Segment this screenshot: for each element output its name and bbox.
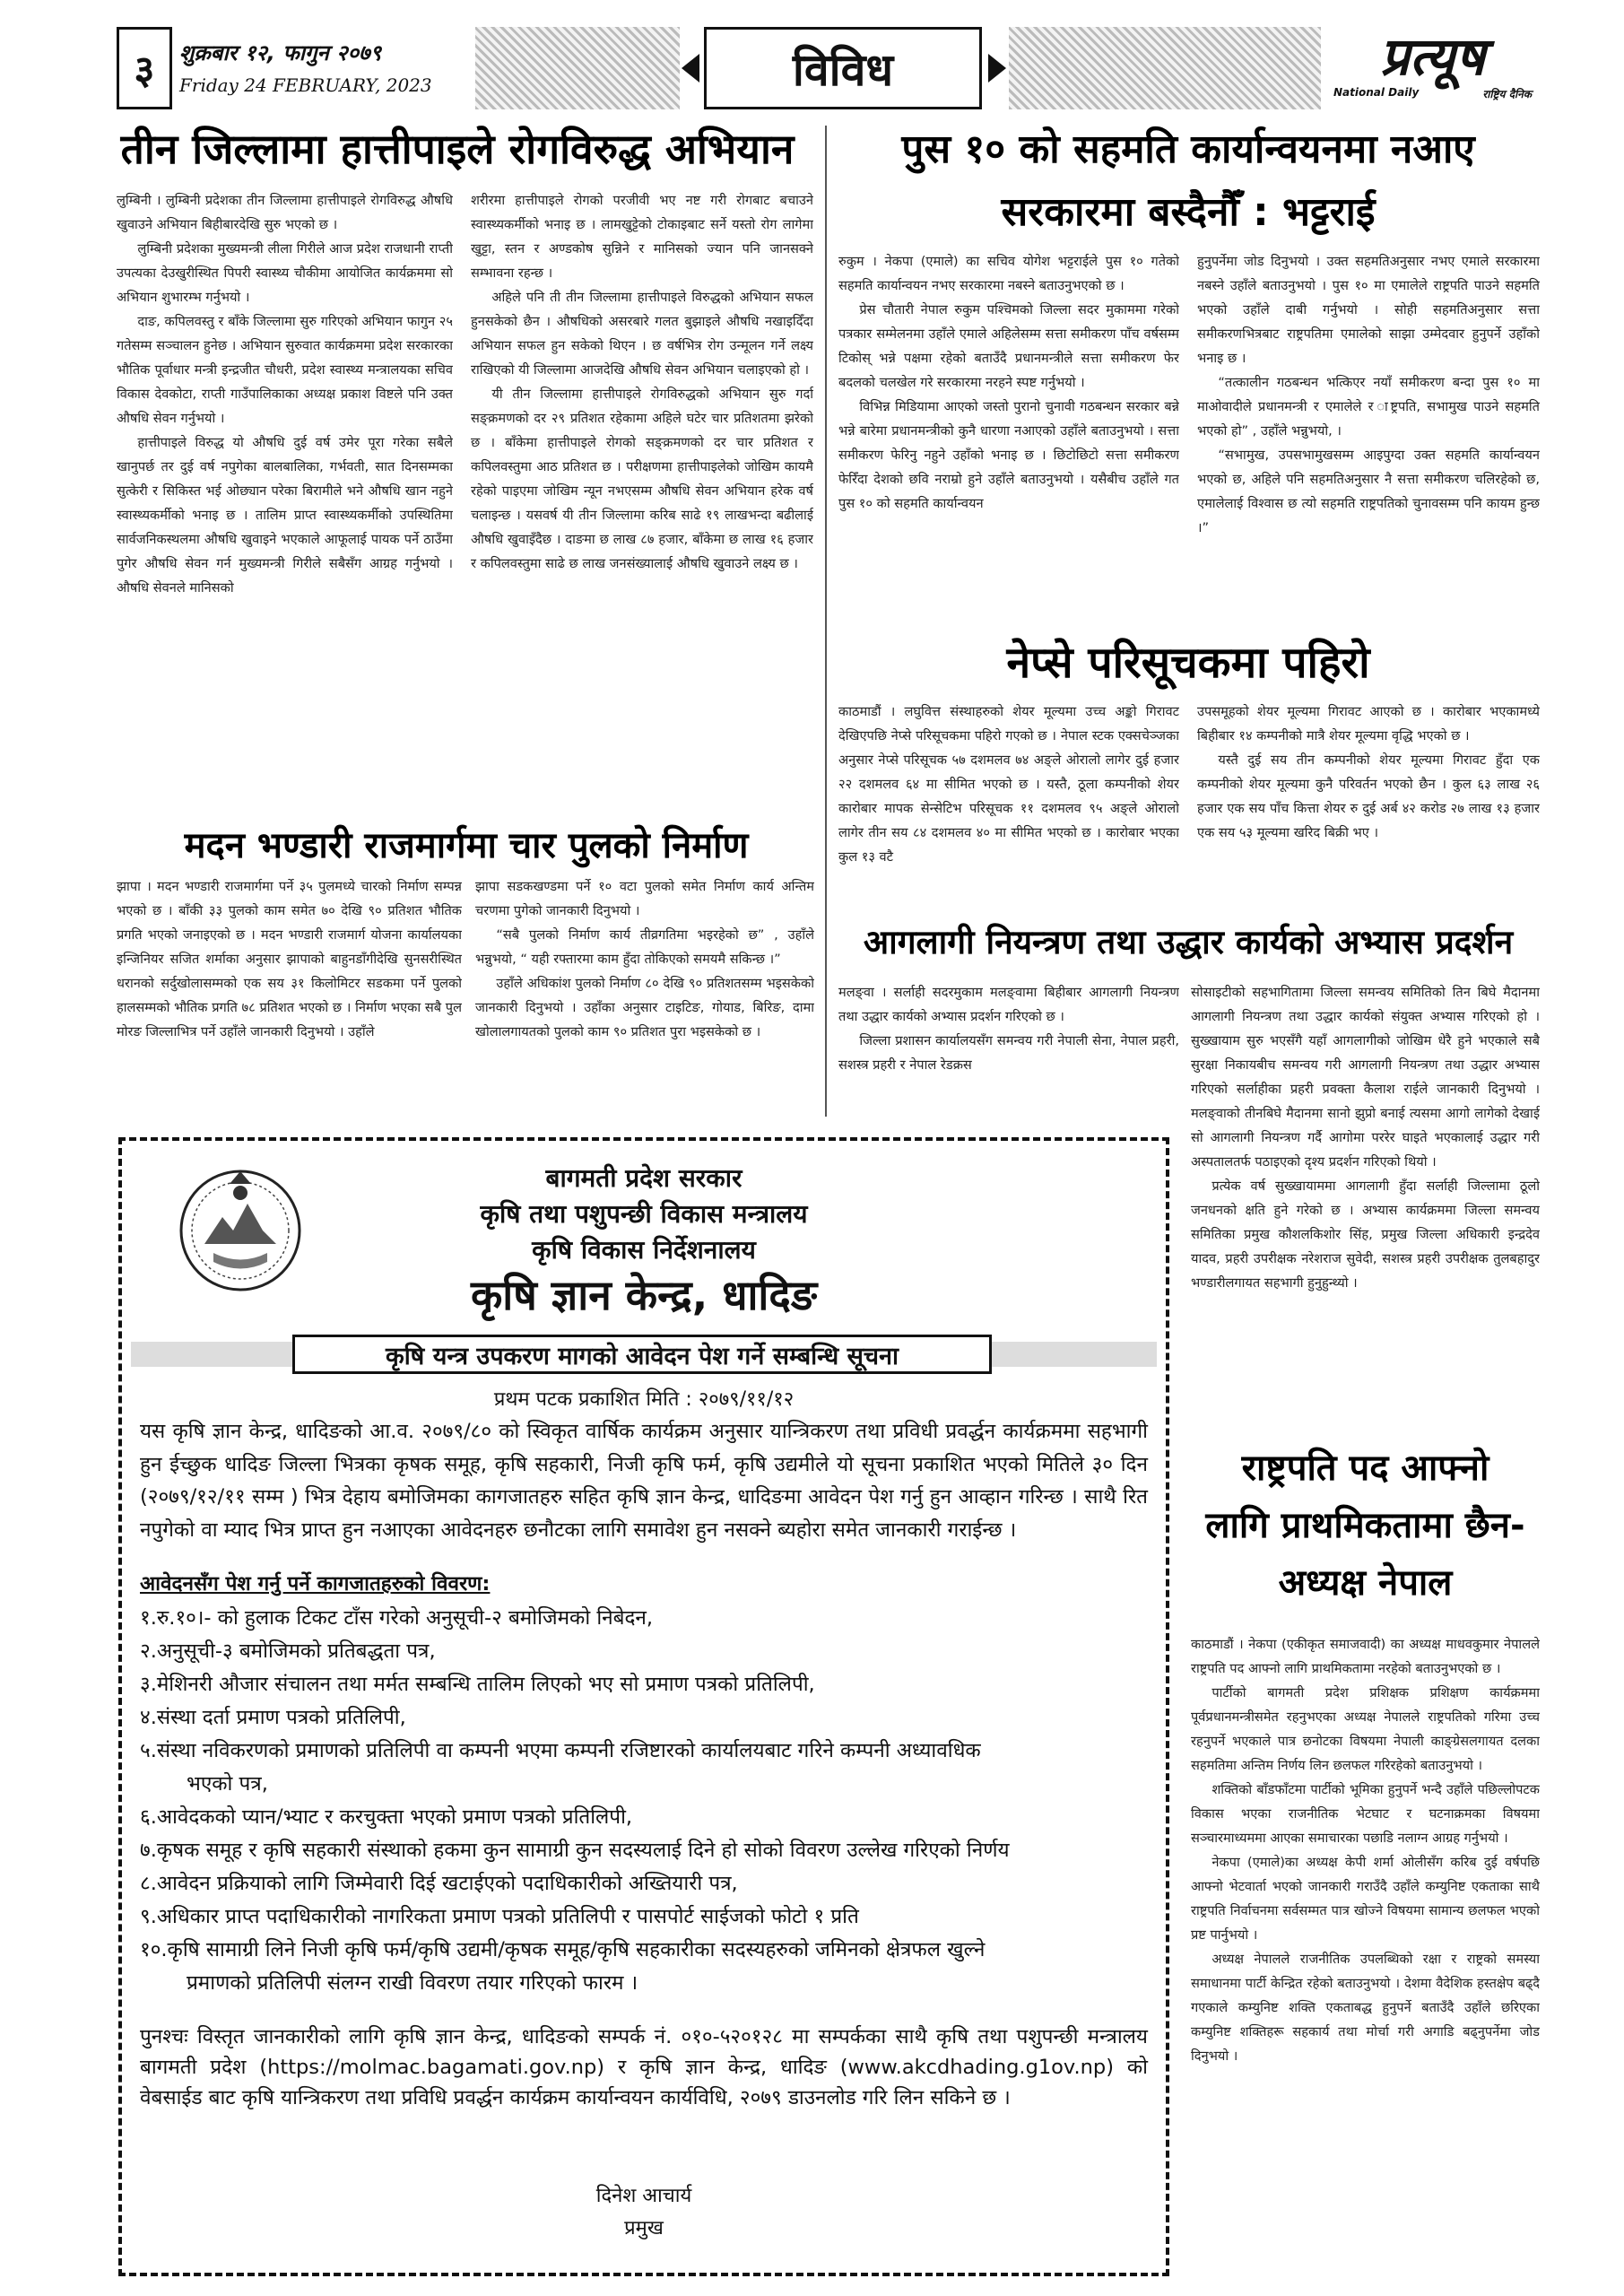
paragraph: सोसाइटीको सहभागितामा जिल्ला समन्वय समितिको तिन बिघे मैदानमा आगलागी नियन्त्रण तथा उद्धार कार्यको संयुक्त अभ्यास गरिएको हो । सुख्खायाम सुरु भएसँगै यहाँ आगलागीको जोखिम धेरै हुने भएकाले सबै सुरक्षा निकायबीच समन्वय गरी आगलागी नियन्त्रण तथा उद्धार अभ्यास गरिएको सर्लाहीका प्रहरी प्रवक्ता कैलाश राईले जानकारी दिनुभयो । मलङ्वाको तीनबिघे मैदानमा सानो झुप्रो बनाई त्यसमा आगो लागेको देखाई सो आगलागी नियन्त्रण गर्दै आगोमा पररेर घाइते भएकालाई उद्धार गरी अस्पतालतर्फ पठाइएको दृश्य प्रदर्शन गरिएको थियो । (1191, 985, 1540, 1170)
headline-president (1191, 1439, 1540, 1612)
hatch-band-left (475, 27, 680, 109)
list-item: ५.संस्था नविकरणको प्रमाणको प्रतिलिपी वा कम्पनी भएमा कम्पनी रजिष्टारको कार्यालयबाट गरिने कम्पनी अध्यावधिक (140, 1739, 981, 1762)
paragraph: लुम्बिनी प्रदेशका मुख्यमन्त्री लीला गिरीले आज प्रदेश राजधानी राप्ती उपत्यका देउखुरीस्थित पिपरी स्वास्थ्य चौकीमा आयोजित कार्यक्रममा सो अभियान शुभारम्भ गर्नुभयो । (117, 241, 453, 305)
article-bridge-col2 (475, 874, 814, 1117)
paragraph: “तत्कालीन गठबन्धन भत्किएर नयाँ समीकरण बन्दा पुस १० मा माओवादीले प्रधानमन्त्री र एमालेले र ाष्ट्रपति, सभामुख पाउने सहमति भएको हो” , उहाँले भन्नुभयो, । (1197, 375, 1540, 439)
paragraph: रुकुम । नेकपा (एमाले) का सचिव योगेश भट्टराईले पुस १० गतेको सहमति कार्यान्वयन नभए सरकारमा नबस्ने बताउनुभएको छ । (838, 254, 1179, 293)
article-president (1191, 1632, 1540, 2283)
headline-disaster-drill: आगलागी नियन्त्रण तथा उद्धार कार्यको अभ्यास प्रदर्शन (863, 923, 1514, 961)
paragraph: झापा सडकखण्डमा पर्ने १० वटा पुलको समेत निर्माण कार्य अन्तिम चरणमा पुगेको जानकारी दिनुभयो । (475, 879, 814, 918)
paragraph: “सभामुख, उपसभामुखसम्म आइपुग्दा उक्त सहमति कार्यान्वयन भएको छ, अहिले पनि सहमतिअनुसार नै सत्ता समीकरण चलिरहेको छ, एमालेलाई विश्वास छ त्यो सहमति राष्ट्रपतिको चुनावसम्म पनि कायम हुन्छ ।” (1197, 448, 1540, 535)
paragraph: जिल्ला प्रशासन कार्यालयसँग समन्वय गरी नेपाली सेना, नेपाल प्रहरी, सशस्त्र प्रहरी र नेपाल रेडक्रस (838, 1033, 1179, 1073)
logo-tag-np: राष्ट्रिय दैनिक (1482, 88, 1532, 100)
paragraph: काठमाडौं । लघुवित्त संस्थाहरुको शेयर मूल्यमा उच्च अङ्को गिरावट देखिएपछि नेप्से परिसूचकमा पहिरो गएको छ । नेपाल स्टक एक्सचेञ्जका अनुसार नेप्से परिसूचक ५७ दशमलव ७४ अङ्ले ओरालो लागेर दुई हजार २२ दशमलव ६४ मा सीमित भएको छ । यस्तै, ठूला कम्पनीको शेयर कारोबार मापक सेन्सेटिभ परिसूचक ११ दशमलव ९५ अङ्ले ओरालो लागेर तीन सय ८४ दशमलव ४० मा सीमित भएको छ । कारोबार भएका कुल १३ वटै (838, 704, 1179, 865)
logo-wordmark: प्रत्यूष (1380, 26, 1485, 87)
notice-intro: यस कृषि ज्ञान केन्द्र, धादिङको आ.व. २०७९/८० को स्विकृत वार्षिक कार्यक्रम अनुसार यान्त्रिकरण तथा प्रविधी प्रवर्द्धन कार्यक्रममा सहभागी हुन ईच्छुक धादिङ जिल्ला भित्रका कृषक समूह, कृषि सहकारी, निजी कृषि फर्म, कृषि उद्यमीले यो सूचना प्रकाशित भएको मितिले ३० दिन (२०७९/१२/११ सम्म ) भित्र देहाय बमोजिमका कागजातहरु सहित कृषि ज्ञान केन्द्र, धादिङमा आवेदन पेश गर्नु हुन आव्हान गरिन्छ । साथै रित नपुगेको वा म्याद भित्र प्राप्त हुन नआएका आवेदनहरु छनौटका लागि समावेश हुन नसक्ने ब्यहोरा समेत जानकारी गराईन्छ । (140, 1420, 1148, 1542)
article-agreement-col2 (1197, 249, 1540, 631)
date-english: Friday 24 FEBRUARY, 2023 (179, 74, 432, 96)
paragraph: हात्तीपाइले विरुद्ध यो औषधि दुई वर्ष उमेर पूरा गरेका सबैले खानुपर्छ तर दुई वर्ष नपुगेका बालबालिका, गर्भवती, सात दिनसम्मका सुत्केरी र सिकिस्त भई ओछ्यान परेका बिरामीले भने औषधि खान नहुने स्वास्थ्यकर्मीको भनाइ छ । तालिम प्राप्त स्वास्थ्यकर्मीको उपस्थितिमा सार्वजनिकस्थलमा औषधि खुवाइने भएकाले आफूलाई पायक पर्ने ठाउँमा पुगेर औषधि सेवन गर्न मुख्यमन्त्री गिरीले सबैसँग आग्रह गर्नुभयो । औषधि सेवनले मानिसको (117, 435, 453, 596)
paragraph: यस्तै दुई सय तीन कम्पनीको शेयर मूल्यमा गिरावट हुँदा एक कम्पनीको शेयर मूल्यमा कुनै परिवर्तन भएको छैन । कुल ६३ लाख २६ हजार एक सय पाँच कित्ता शेयर रु दुई अर्ब ४२ करोड २७ लाख १३ हजार एक सय ५३ मूल्यमा खरिद बिक्री भए । (1197, 752, 1540, 840)
paragraph: दाङ, कपिलवस्तु र बाँके जिल्लामा सुरु गरिएको अभियान फागुन २५ गतेसम्म सञ्चालन हुनेछ । अभियान सुरुवात कार्यक्रममा प्रदेश सरकारका भौतिक पूर्वाधार मन्त्री इन्द्रजीत चौधरी, प्रदेश स्वास्थ्य मन्त्रालयका सचिव विकास देवकोटा, राप्ती गाउँपालिकाका अध्यक्ष प्रकाश विष्टले पनि उक्त औषधि सेवन गर्नुभयो । (117, 314, 453, 426)
notice-ministry: कृषि तथा पशुपन्छी विकास मन्त्रालय (480, 1199, 808, 1229)
headline-agreement-line1: पुस १० को सहमति कार्यान्वयनमा नआए (901, 126, 1475, 172)
article-nepse-col2 (1197, 700, 1540, 915)
notice-directorate: कृषि विकास निर्देशनालय (532, 1235, 756, 1265)
section-title: विविध (704, 27, 982, 109)
headline-agreement-line2: सरकारमा बस्दैनौँ : भट्टराई (1001, 189, 1376, 235)
paragraph: लुम्बिनी । लुम्बिनी प्रदेशका तीन जिल्लामा हात्तीपाइले रोगविरुद्ध औषधि खुवाउने अभियान बिहीबारदेखि सुरु भएको छ । (117, 193, 453, 232)
list-item: ७.कृषक समूह र कृषि सहकारी संस्थाको हकमा कुन सामाग्री कुन सदस्यलाई दिने हो सोको विवरण उल्लेख गरिएको निर्णय (140, 1839, 1010, 1862)
headline-bridge: मदन भण्डारी राजमार्गमा चार पुलको निर्माण (184, 825, 749, 866)
notice-publish-date: प्रथम पटक प्रकाशित मिति : २०७९/११/१२ (493, 1388, 795, 1411)
notice-signatory: दिनेश आचार्य (595, 2185, 692, 2207)
issue-date (179, 27, 475, 109)
paragraph: उपसमूहको शेयर मूल्यमा गिरावट आएको छ । कारोबार भएकामध्ये बिहीबार १४ कम्पनीको मात्रै शेयर मूल्यमा वृद्धि भएको छ । (1197, 704, 1540, 744)
column-divider (825, 126, 827, 1117)
article-agreement-col1 (838, 249, 1179, 631)
paragraph: अध्यक्ष नेपालले राजनीतिक उपलब्धिको रक्षा र राष्ट्रको समस्या समाधानमा पार्टी केन्द्रित रहेको बताउनुभयो । देशमा वैदेशिक हस्तक्षेप बढ्दै गएकाले कम्युनिष्ट शक्ति एकताबद्ध हुनुपर्ने बताउँदै उहाँले छरिएका कम्युनिष्ट शक्तिहरू सहकार्य तथा मोर्चा गरी अगाडि बढ्नुपर्नेमा जोड दिनुभयो । (1191, 1952, 1540, 2064)
logo-tagline (1323, 86, 1542, 101)
list-item: २.अनुसूची-३ बमोजिमको प्रतिबद्धता पत्र, (140, 1639, 436, 1663)
notice-postscript: पुनश्चः विस्तृत जानकारीको लागि कृषि ज्ञान केन्द्र, धादिङको सम्पर्क नं. ०१०-५२०१२८ मा सम्पर्कका साथै कृषि तथा पशुपन्छी मन्त्रालय बागमती प्रदेश (https://molmac.bagamati.gov.np) र कृषि ज्ञान केन्द्र, धादिङ (www.akcdhading.g1ov.np) को वेबसाईड बाट कृषि यान्त्रिकरण तथा प्रविधि प्रवर्द्धन कार्यक्रम कार्यान्वयन कार्यविधि, २०७९ डाउनलोड गरि लिन सकिने छ । (140, 2025, 1148, 2109)
headline-line: राष्ट्रपति पद आफ्नो (1241, 1448, 1489, 1489)
notice-office: कृषि ज्ञान केन्द्र, धादिङ (470, 1271, 818, 1319)
list-item: १.रु.१०।- को हुलाक टिकट टाँस गरेको अनुसूची-२ बमोजिमको निबेदन, (140, 1606, 654, 1630)
notice-subject: कृषि यन्त्र उपकरण मागको आवेदन पेश गर्ने सम्बन्धि सूचना (292, 1335, 992, 1374)
list-item: ९.अधिकार प्राप्त पदाधिकारीको नागरिकता प्रमाण पत्रको प्रतिलिपी र पासपोर्ट साईजको फोटो १ प्रति (140, 1905, 859, 1928)
article-hattipaile-col2 (471, 188, 813, 821)
list-item: ६.आवेदकको प्यान/भ्याट र करचुक्ता भएको प्रमाण पत्रको प्रतिलिपी, (140, 1805, 633, 1829)
list-item: प्रमाणको प्रतिलिपी संलग्न राखी विवरण तयार गरिएको फारम । (187, 1971, 638, 1995)
headline-line: अध्यक्ष नेपाल (1278, 1562, 1453, 1604)
paragraph: मलङ्वा । सर्लाही सदरमुकाम मलङ्वामा बिहीबार आगलागी नियन्त्रण तथा उद्धार कार्यको अभ्यास प्रदर्शन गरिएको छ । (838, 985, 1179, 1024)
notice-designation: प्रमुख (624, 2217, 664, 2239)
logo-tag-en: National Daily (1333, 86, 1420, 99)
paragraph: यी तीन जिल्लामा हात्तीपाइले रोगविरुद्धको अभियान सुरु गर्दा सङ्क्रमणको दर २९ प्रतिशत रहेकामा अहिले घटेर चार प्रतिशतमा झरेको छ । बाँकेमा हात्तीपाइले रोगको सङ्क्रमणको दर चार प्रतिशत र कपिलवस्तुमा आठ प्रतिशत छ । परीक्षणमा हात्तीपाइलेको जोखिम कायमै रहेको पाइएमा जोखिम न्यून नभएसम्म औषधि सेवन अभियान हरेक वर्ष चलाइन्छ । यसवर्ष यी तीन जिल्लामा करिब साढे १९ लाखभन्दा बढीलाई औषधि खुवाइँदैछ । दाङमा छ लाख ८७ हजार, बाँकेमा छ लाख १६ हजार र कपिलवस्तुमा साढे छ लाख जनसंख्यालाई औषधि खुवाउने लक्ष्य छ । (471, 387, 813, 571)
hatch-band-right (1009, 27, 1321, 109)
newspaper-logo (1323, 27, 1542, 109)
list-item: ४.संस्था दर्ता प्रमाण पत्रको प्रतिलिपी, (140, 1706, 406, 1729)
notice-docs-list (140, 1602, 1148, 2000)
paragraph: प्रत्येक वर्ष सुख्खायाममा आगलागी हुँदा सर्लाही जिल्लामा ठूलो जनधनको क्षति हुने गरेको छ । अभ्यास कार्यक्रममा जिल्ला समन्वय समितिका प्रमुख कौशलकिशोर सिंह, प्रमुख जिल्ला अधिकारी इन्द्रदेव यादव, प्रहरी उपरीक्षक नरेशराज सुवेदी, सशस्त्र प्रहरी उपरीक्षक तुलबहादुर भण्डारीलगायत सहभागी हुनुहुन्थ्यो । (1191, 1178, 1540, 1291)
paragraph: हुनुपर्नेमा जोड दिनुभयो । उक्त सहमतिअनुसार नभए एमाले सरकारमा नबस्ने उहाँले बताउनुभयो । पुस १० मा एमालेले राष्ट्रपति पाउने सहमति भएको उहाँले दाबी गर्नुभयो । सोही सहमतिअनुसार सत्ता समीकरणभित्रबाट राष्ट्रपतिमा एमालेको साझा उम्मेदवार हुनुपर्ने उहाँको भनाइ छ । (1197, 254, 1540, 366)
article-bridge-col1 (117, 874, 462, 1117)
notice-government: बागमती प्रदेश सरकार (545, 1163, 743, 1193)
arrow-left-icon (682, 54, 699, 83)
article-disaster-col1 (838, 980, 1179, 1124)
paragraph: काठमाडौं । नेकपा (एकीकृत समाजवादी) का अध्यक्ष माधवकुमार नेपालले राष्ट्रपति पद आफ्नो लागि प्राथमिकतामा नरहेको बताउनुभएको छ । (1191, 1637, 1540, 1676)
list-item: ८.आवेदन प्रक्रियाको लागि जिम्मेवारी दिई खटाईएको पदाधिकारीको अख्तियारी पत्र, (140, 1872, 738, 1895)
headline-hattipaile: तीन जिल्लामा हात्तीपाइले रोगविरुद्ध अभियान (120, 125, 795, 173)
paragraph: विभिन्न मिडियामा आएको जस्तो पुरानो चुनावी गठबन्धन सरकार बन्ने भन्ने बारेमा प्रधानमन्त्रीको कुनै धारणा नआएको उहाँले बताउनुभयो । सत्ता समीकरण फेरिनु नहुने उहाँको भनाइ छ । छिटोछिटो सत्ता समीकरण फेरिँदा देशको छवि नराम्रो हुने उहाँले बताउनुभयो । यसैबीच उहाँले गत पुस १० को सहमति कार्यान्वयन (838, 399, 1179, 511)
headline-line: लागि प्राथमिकतामा छैन- (1205, 1505, 1525, 1546)
paragraph: नेकपा (एमाले)का अध्यक्ष केपी शर्मा ओलीसँग करिब दुई वर्षपछि आफ्नो भेटवार्ता भएको जानकारी गराउँदै उहाँले कम्युनिष्ट एकताका साथै राष्ट्रपति निर्वाचनमा सर्वसम्मत पात्र खोज्ने विषयमा सामान्य छलफल भएको प्रष्ट पार्नुभयो । (1191, 1855, 1540, 1943)
list-item: ३.मेशिनरी औजार संचालन तथा मर्मत सम्बन्धि तालिम लिएको भए सो प्रमाण पत्रको प्रतिलिपी, (140, 1673, 815, 1696)
list-item: भएको पत्र, (187, 1772, 268, 1796)
paragraph: शक्तिको बाँडफाँटमा पार्टीको भूमिका हुनुपर्ने भन्दै उहाँले पछिल्लोपटक विकास भएका राजनीतिक भेटघाट र घटनाक्रमका विषयमा सञ्चारमाध्यममा आएका समाचारका पछाडि नलाग्न आग्रह गर्नुभयो । (1191, 1782, 1540, 1846)
headline-nepse: नेप्से परिसूचकमा पहिरो (1006, 638, 1370, 688)
paragraph: “सबै पुलको निर्माण कार्य तीव्रगतिमा भइरहेको छ” , उहाँले भन्नुभयो, “ यही रफ्तारमा काम हुँदा तोकिएको समयमै सकिन्छ ।” (475, 927, 814, 967)
article-nepse-col1 (838, 700, 1179, 915)
notice-docs-heading: आवेदनसँग पेश गर्नु पर्ने कागजातहरुको विवरण: (140, 1572, 491, 1596)
masthead (117, 27, 1542, 109)
public-notice (118, 1137, 1169, 2276)
date-nepali: शुक्रबार १२, फागुन २०७९ (179, 40, 382, 65)
paragraph: पार्टीको बागमती प्रदेश प्रशिक्षक प्रशिक्षण कार्यक्रममा पूर्वप्रधानमन्त्रीसमेत रहनुभएका अध्यक्ष नेपालले राष्ट्रपतिको गरिमा उच्च रहनुपर्ने भएकाले पात्र छनोटका विषयमा नेपाली काङ्ग्रेसलगायत दलका सहमतिमा अन्तिम निर्णय लिन छलफल गरिरहेको बताउनुभयो । (1191, 1685, 1540, 1773)
arrow-right-icon (988, 54, 1006, 83)
article-disaster-col2 (1191, 980, 1540, 1429)
paragraph: प्रेस चौतारी नेपाल रुकुम पश्चिमको जिल्ला सदर मुकाममा गरेको पत्रकार सम्मेलनमा उहाँले एमाले अहिलेसम्म सत्ता समीकरण पाँच वर्षसम्म टिकोस् भन्ने पक्षमा रहेको बताउँदै प्रधानमन्त्रीले सत्ता समीकरण फेर बदलको चलखेल गरे सरकारमा नरहने स्पष्ट गर्नुभयो । (838, 302, 1179, 390)
page-number: ३ (117, 27, 172, 109)
paragraph: झापा । मदन भण्डारी राजमार्गमा पर्ने ३५ पुलमध्ये चारको निर्माण सम्पन्न भएको छ । बाँकी ३३ पुलको काम समेत ७० देखि ९० प्रतिशत भौतिक प्रगति भएको जनाइएको छ । मदन भण्डारी राजमार्ग योजना कार्यालयका इन्जिनियर सजित शर्माका अनुसार झापाको बाहुनडाँगीदेखि सुनसरीस्थित धरानको सर्दुखोलासम्मको एक सय ३१ किलोमिटर सडकमा पर्ने पुलको हालसम्मको भौतिक प्रगति ७८ प्रतिशत भएको छ । निर्माण भएका सबै पुल मोरङ जिल्लाभित्र पर्ने उहाँले जानकारी दिनुभयो । उहाँले (117, 879, 462, 1039)
paragraph: अहिले पनि ती तीन जिल्लामा हात्तीपाइले विरुद्धको अभियान सफल हुनसकेको छैन । औषधिको असरबारे गलत बुझाइले औषधि नखाइदिँदा अभियान सफल हुन सकेको थिएन । छ वर्षभित्र रोग उन्मूलन गर्ने लक्ष्य राखिएको यी जिल्लामा आजदेखि औषधि सेवन अभियान चलाइएको हो । (471, 290, 813, 378)
paragraph: उहाँले अधिकांश पुलको निर्माण ८० देखि ९० प्रतिशतसम्म भइसकेको जानकारी दिनुभयो । उहाँका अनुसार टाइटिङ, गोयाड, बिरिङ, दामा खोलालगायतको पुलको काम ९० प्रतिशत पुरा भइसकेको छ । (475, 976, 814, 1039)
paragraph: शरीरमा हात्तीपाइले रोगको परजीवी भए नष्ट गरी रोगबाट बचाउने स्वास्थ्यकर्मीको भनाइ छ । लामखुट्टेको टोकाइबाट सर्ने यस्तो रोग लागेमा खुट्टा, स्तन र अण्डकोष सुन्निने र मानिसको ज्यान पनि जानसक्ने सम्भावना रहन्छ । (471, 193, 813, 281)
list-item: १०.कृषि सामाग्री लिने निजी कृषि फर्म/कृषि उद्यमी/कृषक समूह/कृषि सहकारीका सदस्यहरुको जमिनको क्षेत्रफल खुल्ने (140, 1938, 986, 1961)
article-hattipaile-col1 (117, 188, 453, 821)
